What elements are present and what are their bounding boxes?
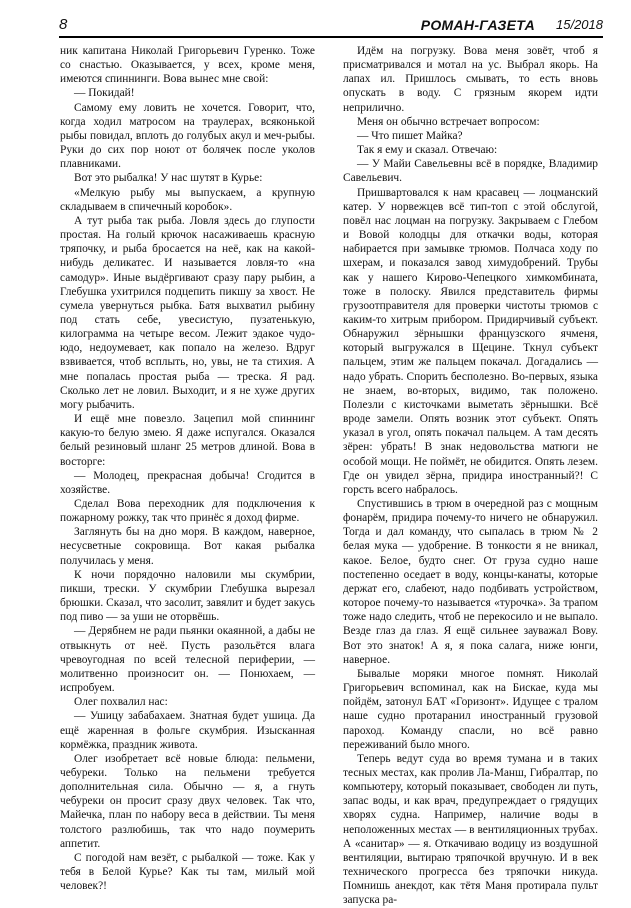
paragraph: «Мелкую рыбу мы выпускаем, а крупную складываем в спичечный коробок». [60,186,315,213]
paragraph: — Покидай! [74,87,135,100]
paragraph: Самому ему ловить не хочется. Говорит, что, когда ходил матросом на траулерах, всяконькой рыбы повидал, вплоть до голубых акул и меч-рыбы. Руки до сих пор ноют от болячек после уколов плавниками. [60,101,315,171]
text-column-left [60,44,315,893]
paragraph: С погодой нам везёт, с рыбалкой — тоже. Как у тебя в Белой Курье? Как ты там, милый мой человек?! [60,851,315,893]
page-header [59,14,603,38]
paragraph: Олег изобретает всё новые блюда: пельмени, чебуреки. Только на пельмени требуется дополнительная сила. Обычно — я, а гнуть чебуреки он просит сразу двух человек. Так что, Майечка, план по набору веса в действии. Ты меня толстого разлюбишь, так что надо поумерить аппетит. [60,752,315,850]
paragraph: — Молодец, прекрасная добыча! Сгодится в хозяйстве. [60,469,315,496]
paragraph: Меня он обычно встречает вопросом: [357,115,540,128]
paragraph: К ночи порядочно наловили мы скумбрии, пикши, трески. У скумбрии Глебушка вырезал брюшки. Сказал, что засолит, завялит и будет закусь под пиво — за уши не оторвёшь. [60,568,315,624]
publication-title: РОМАН-ГАЗЕТА [420,17,535,33]
paragraph: А тут рыба так рыба. Ловля здесь до глупости простая. На голый крючок насаживаешь красную тряпочку, и рыба бросается на неё, как на какой-нибудь деликатес. И называется ловля-то «на самодур». Иные выдёргивают сразу пару рыбин, а Глебушка ухитрился подцепить пикшу за хвост. Не сумела увернуться рыбка. Батя выхватил рыбину под стать себе, увесистую, пузатенькую, килограмма на четыре весом. Лежит эдакое чудо-юдо, недоумевает, как попало на железо. Вдруг взвивается, чтоб всплыть, но, увы, не та стихия. А мне попалась простая рыба — треска. Я рад. Сколько лет не ловил. Выходит, и я не хуже других могу рыбачить. [60,214,315,411]
paragraph: Теперь ведут суда во время тумана и в таких тесных местах, как пролив Ла-Манш, Гибралтар, по компьютеру, который показывает, свободен ли путь, запас воды, и как врач, предупреждает о грядущих хворях судна. Например, наличие воды в неположенных местах — в вентиляционных трубах. А «санитар» — я. Откачиваю водицу из воздушной вентиляции, вытираю тряпочкой вручную. И в век технического прогресса без тряпочки никуда. Помнишь анекдот, как тётя Маня протирала пульт запуска ра- [343,752,598,907]
paragraph: Олег похвалил нас: [74,696,168,709]
paragraph: — Что пишет Майка? [357,129,463,142]
paragraph: — Ушицу забабахаем. Знатная будет ушица. Да ещё жаренная в фольге скумбрия. Изысканная кормёжка, праздник живота. [60,710,315,751]
paragraph: Спустившись в трюм в очередной раз с мощным фонарём, придира почему-то ничего не обнаружил. Тогда и дал команду, что сыпалась в трюм № 2 белая мука — удобрение. В тонкости я не вникал, какое. Белое, будто снег. От груза судно наше постепенно оседает в воду, концы-канаты, которые держат его, слабеют, надо подбивать устройством, которое почему-то называется «турочка». За трапом тоже надо следить, чтоб не перекосило и не выпало. Везде глаз да глаз. Я ещё сильнее зауважал Вову. Вот это знаток! А я, я пока салага, ниже юнги, наверное. [343,498,598,666]
paragraph: Заглянуть бы на дно моря. В каждом, наверное, несусветные сокровища. Вот какая рыбалка получилась у меня. [60,526,315,567]
paragraph: Так я ему и сказал. Отвечаю: [357,144,498,157]
issue-number: 15/2018 [556,17,603,32]
paragraph: Идём на погрузку. Вова меня зовёт, чтоб я присматривался и мотал на ус. Выбрал якорь. На лапах ил. Пришлось смывать, то есть вновь опускать в воду. С грязным якорем идти неприлично. [343,45,598,114]
paragraph: Вот это рыбалка! У нас шутят в Курье: [74,172,263,185]
page-number: 8 [59,16,68,33]
paragraph: Сделал Вова переходник для подключения к пожарному рожку, так что принёс я доход фирме. [60,498,315,525]
paragraph: ник капитана Николай Григорьевич Гуренко. Тоже со снастью. Оказывается, у всех, кроме меня, имеются спиннинги. Вова вынес мне свой: [60,45,315,86]
paragraph: И ещё мне повезло. Зацепил мой спиннинг какую-то белую змею. Я даже испугался. Оказался белый резиновый шланг 25 метров длиной. Вова в восторге: [60,413,315,468]
paragraph: — Дерябнем не ради пьянки окаянной, а дабы не отвыкнуть от неё. Пусть разольётся влага чревоугодная по всей телесной периферии, — молитвенно произносит он. — Понюхаем, — испробуем. [60,625,315,695]
text-column-right [343,44,598,908]
paragraph: Бывалые моряки многое помнят. Николай Григорьевич вспоминал, как на Бискае, куда мы пойдём, затонул БАТ «Горизонт». Идущее с тралом наше судно протаранил иностранный грузовой пароход. Команду спасли, но всё равно переживаний было много. [343,667,598,751]
paragraph: Пришвартовался к нам красавец — лоцманский катер. У норвежцев всё тип-топ с этой обслугой, повёл нас лоцман на погрузку. Закрываем с Глебом и Вовой колодцы для откачки воды, которая набирается при замывке трюмов. Полчаса ходу по шхерам, и показался завод химудобрений. Трубы как у нашего Кирово-Чепецкого химкомбината, тоже в полоску. Явился представитель фирмы грузоотправителя для проверки чистоты трюмов с каким-то хитрым прибором. Придирчивый субъект. Обнаружил зёрнышки французского ячменя, который выгружался в Щецине. Ткнул субъект пальцем, этим же пальцем покачал. Догадались — надо убрать. Спорить бесполезно. Во-первых, языка не знаем, во-вторых, видимо, так положено. Полезли с кисточками выметать зёрнышки. Всё вроде замели. Опять возник этот субъект. Опять указал в угол, опять покачал пальцем. А там десять зёрен: убрать! В знак недовольства матюги не особой мощи. Не поймёт, не обидится. Опять лезем. Где он увидел зёрна, придира иностранный?! С горсть всего набралось. [343,186,598,496]
paragraph: — У Майи Савельевны всё в порядке, Владимир Савельевич. [343,158,598,185]
